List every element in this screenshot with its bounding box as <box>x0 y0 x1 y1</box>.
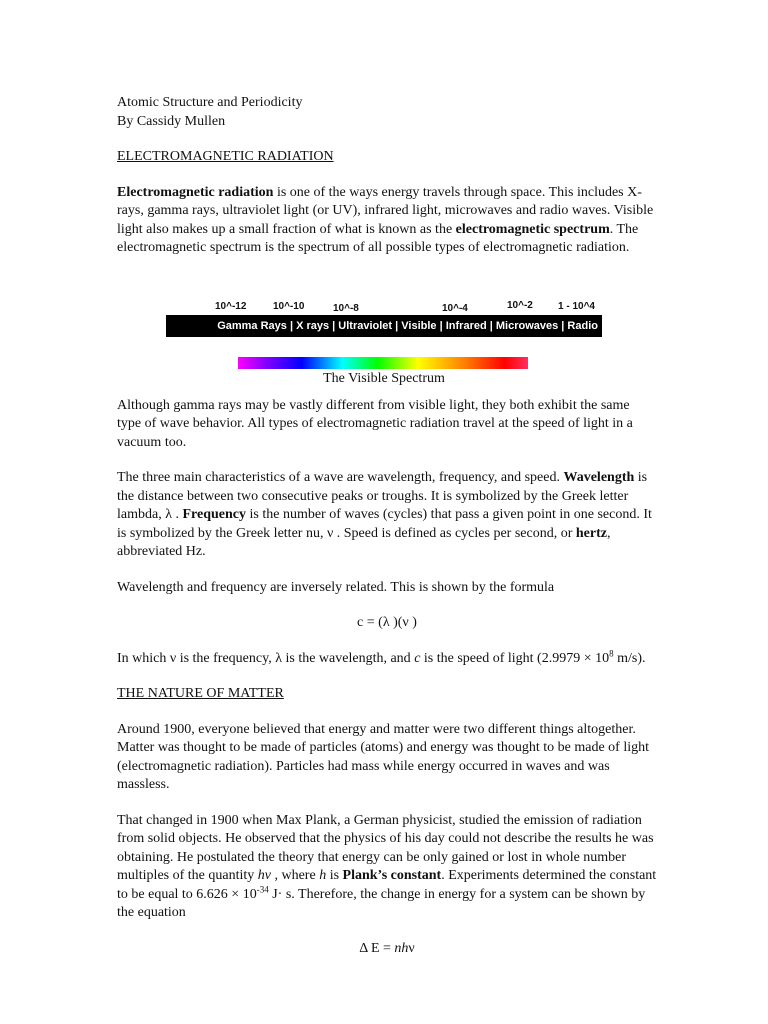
paragraph-inverse-relation: Wavelength and frequency are inversely related. This is shown by the formula <box>117 579 555 595</box>
text-run: is <box>326 868 343 883</box>
text-run: . Experiments determined the constant to be equal to 6.626 × 10 <box>117 868 657 902</box>
text-run: J· s. Therefore, the change in energy for a system can be shown by the equation <box>117 886 646 920</box>
text-run: is the number of waves (cycles) that pass a given point in one second. It is symbolized by the Greek letter nu, ν . Speed is defined as cycles per second, or <box>117 507 652 541</box>
bold-term: Electromagnetic radiation <box>117 184 274 200</box>
paragraph-around-1900: Around 1900, everyone believed that energy and matter were two different things altogether. Matter was thought to be made of particles (atoms) and energy was thought to be made of light (electromagnetic radiation). Particles had mass while energy occurred in waves and was massless. <box>117 721 649 792</box>
exponent-label: 10^-8 <box>333 303 359 314</box>
bold-term: hertz <box>575 525 607 541</box>
spectrum-band: Gamma Rays | X rays | Ultraviolet | Visible | Infrared | Microwaves | Radio <box>166 315 602 337</box>
exponent-label: 1 - 10^4 <box>558 301 595 312</box>
exponent-label: 10^-2 <box>507 300 533 311</box>
exponent-label: 10^-4 <box>442 303 468 314</box>
bold-term: electromagnetic spectrum <box>455 221 610 237</box>
document-author: By Cassidy Mullen <box>117 113 226 129</box>
text-run: is one of the ways energy travels through space. This includes X-rays, gamma rays, ultraviolet light (or UV), infrared light, microwaves and radio waves. Visible light also makes up a small fraction of what is known as the <box>117 184 654 237</box>
visible-spectrum-gradient <box>238 357 528 369</box>
formula-energy-change <box>117 940 657 959</box>
section-heading-nature-of-matter: THE NATURE OF MATTER <box>117 686 284 701</box>
section-heading-em-radiation: ELECTROMAGNETIC RADIATION <box>117 149 334 164</box>
italic-var: hν <box>257 868 271 883</box>
text-run: is the speed of light (2.9979 × 10 <box>420 650 610 666</box>
text-run: m/s). <box>613 650 646 666</box>
italic-var: h <box>319 868 327 883</box>
italic-var: nh <box>394 940 409 956</box>
formula-wave-speed: c = (λ )(ν ) <box>357 615 417 630</box>
text-run: Δ E = <box>359 940 395 956</box>
document-page <box>117 94 657 958</box>
paragraph-plank <box>117 812 657 923</box>
text-run: is the distance between two consecutive peaks or troughs. It is symbolized by the Greek letter lambda, λ . <box>117 470 648 522</box>
superscript: -34 <box>256 883 269 894</box>
paragraph-em-intro <box>117 184 657 258</box>
paragraph-gamma: Although gamma rays may be vastly different from visible light, they both exhibit the same type of wave behavior. All types of electromagnetic radiation travel at the speed of light in a vacuum too. <box>117 397 633 450</box>
text-run: The three main characteristics of a wave are wavelength, frequency, and speed. <box>117 470 564 485</box>
exponent-label: 10^-10 <box>273 301 305 312</box>
bold-term: Frequency <box>182 507 247 522</box>
superscript: 8 <box>609 647 614 658</box>
text-run: That changed in 1900 when Max Plank, a German physicist, studied the emission of radiation from solid objects. He observed that the physics of his day could not describe the results he was obtaining. He postulated the theory that energy can be only gained or lost in whole number multiples of the quantity <box>117 812 654 883</box>
italic-var: c <box>414 650 421 666</box>
bold-term: Plank’s constant <box>342 868 442 883</box>
text-run: , where <box>270 868 320 883</box>
wavelength-exponent-labels <box>166 296 602 314</box>
text-run: In which ν is the frequency, λ is the wavelength, and <box>117 650 415 666</box>
document-title: Atomic Structure and Periodicity <box>117 95 303 110</box>
em-spectrum-figure <box>166 296 602 388</box>
paragraph-wave-characteristics <box>117 469 657 562</box>
text-run: . The electromagnetic spectrum is the spectrum of all possible types of electromagnetic radiation. <box>117 221 639 255</box>
text-run: ν <box>408 940 415 956</box>
text-run: , abbreviated Hz. <box>117 525 611 559</box>
exponent-label: 10^-12 <box>215 301 247 312</box>
paragraph-formula-explanation <box>117 647 657 669</box>
visible-spectrum-caption: The Visible Spectrum <box>323 371 445 386</box>
bold-term: Wavelength <box>563 470 635 485</box>
